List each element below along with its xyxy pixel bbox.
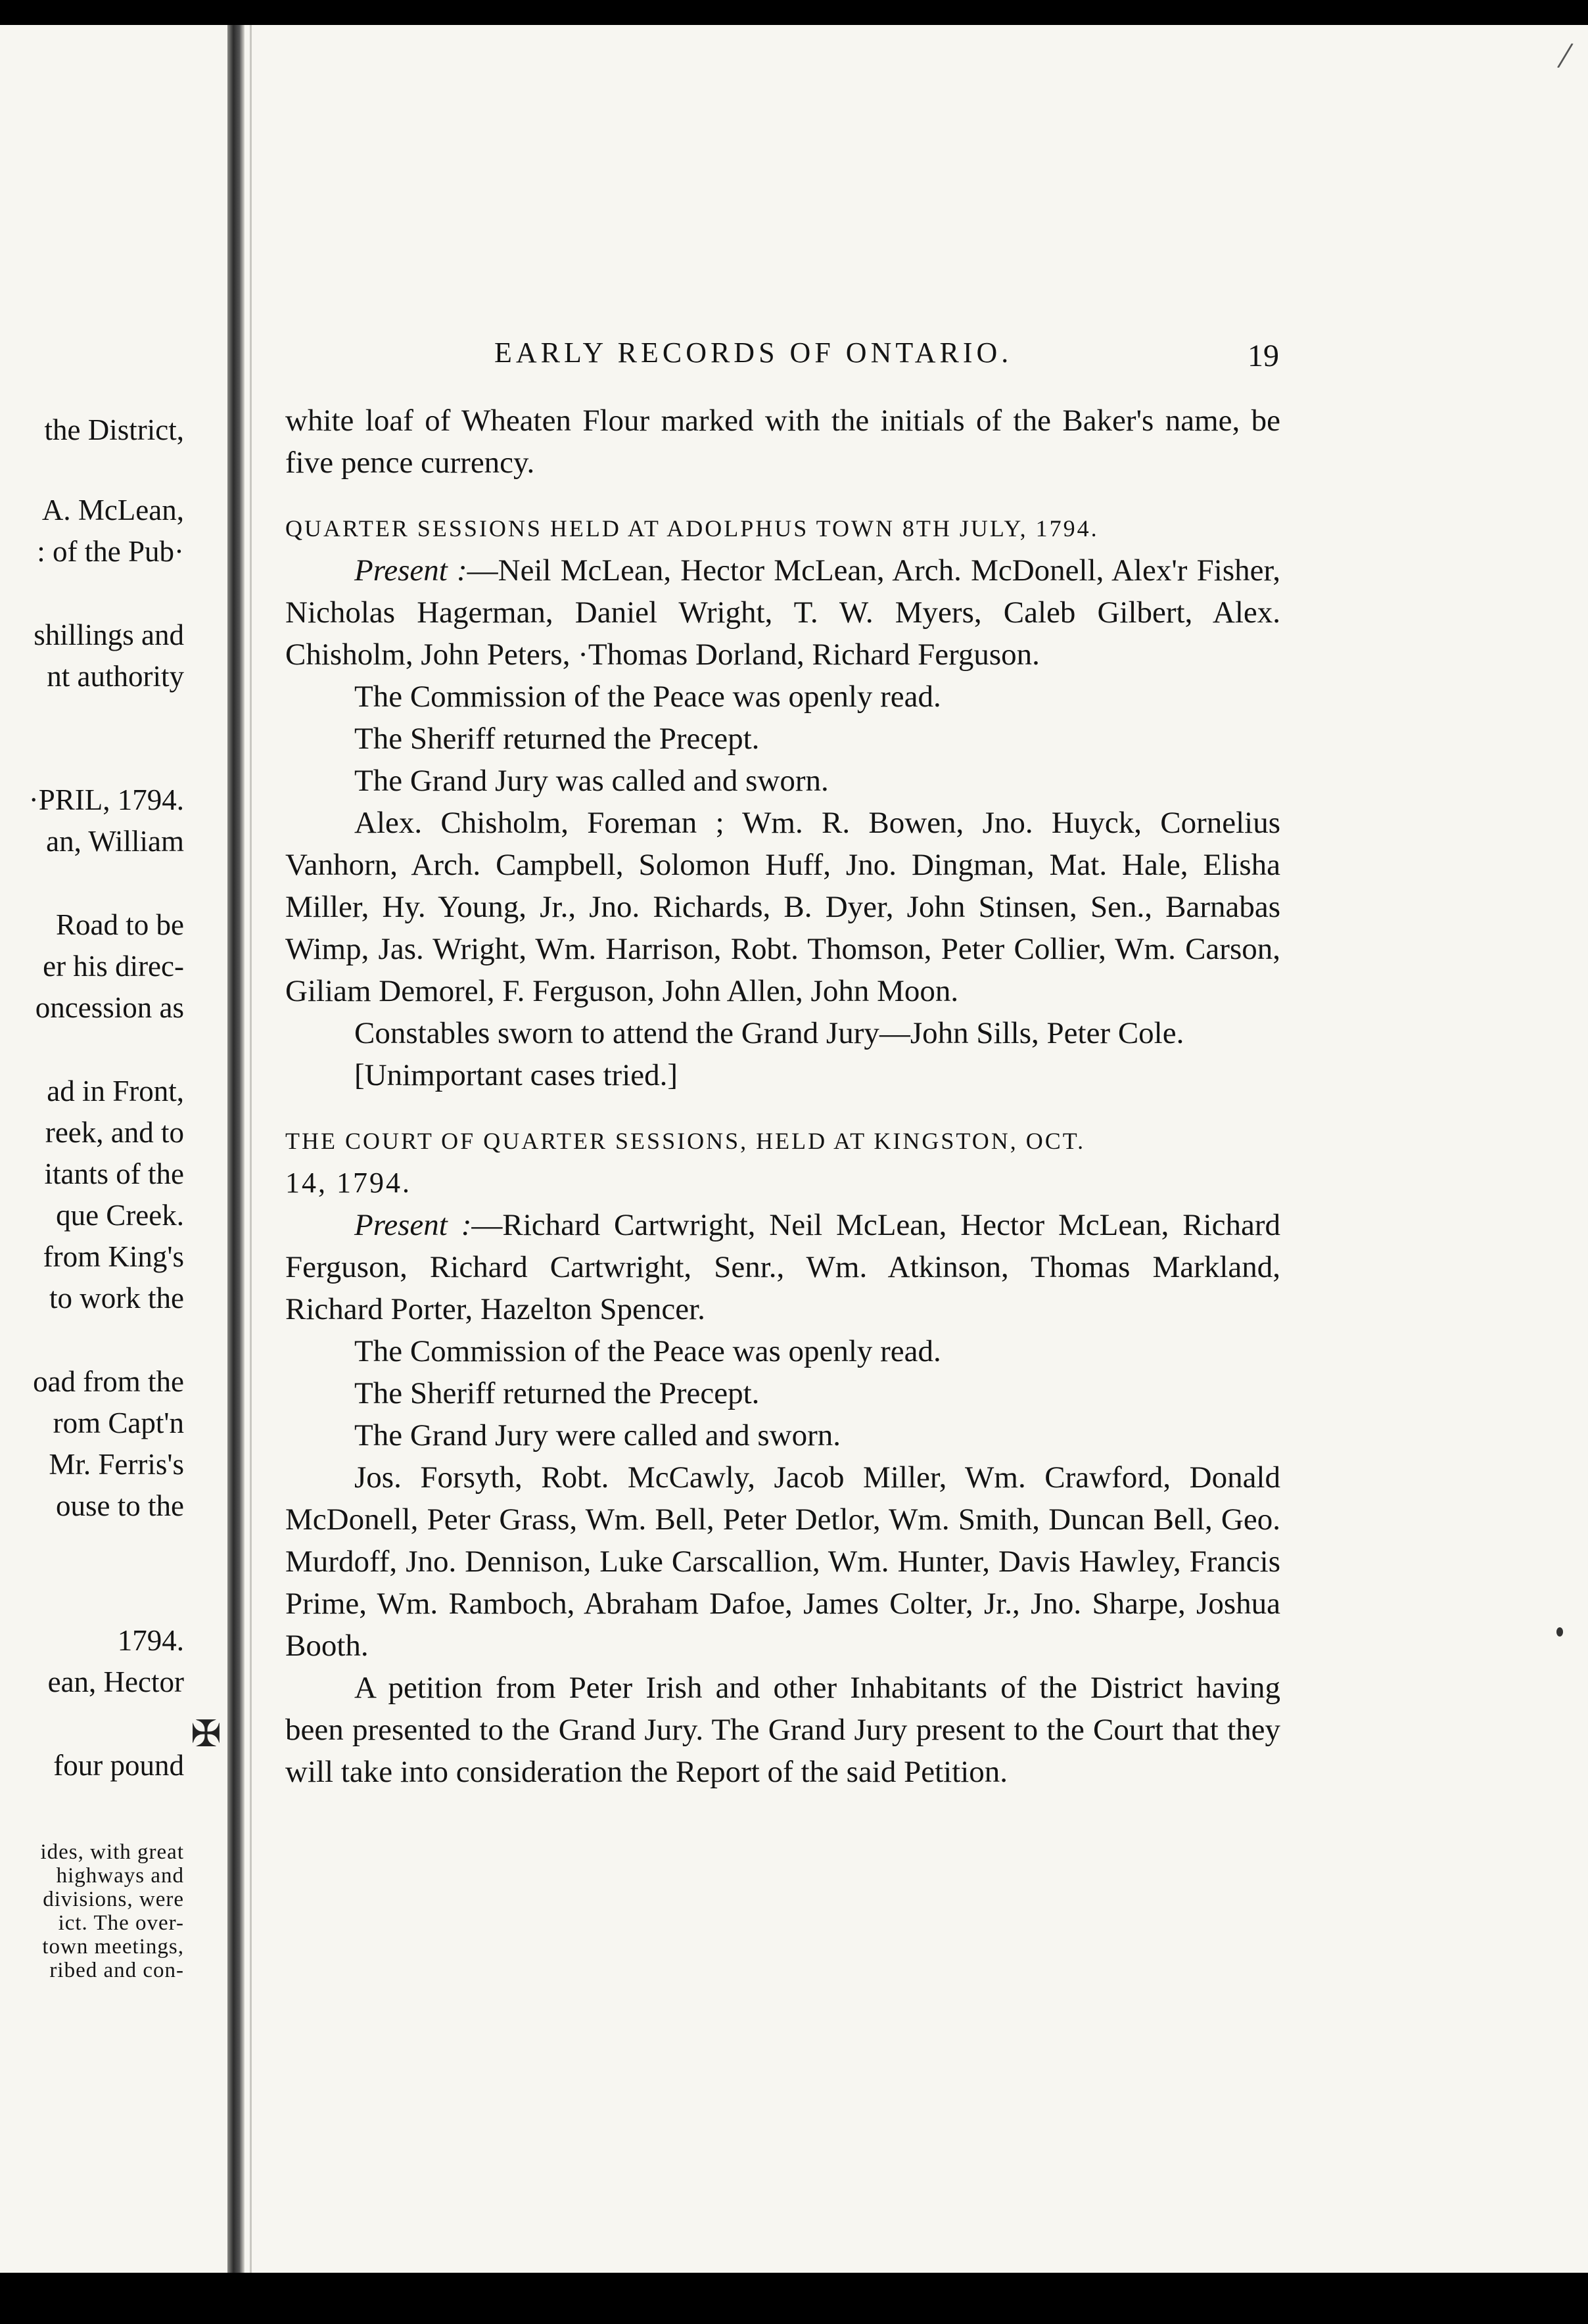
left-line: A. McLean, xyxy=(41,494,184,526)
page-number: 19 xyxy=(1248,338,1279,373)
left-line: to work the xyxy=(49,1282,184,1314)
left-line: four pound xyxy=(53,1749,184,1782)
present-names: —Neil McLean, Hector McLean, Arch. McDonell, Alex'r Fisher, Nicholas Hagerman, Daniel Wright, T. W. Myers, Caleb Gilbert, Alex. Chisholm, John Peters, ·Thomas Dorland, Richard Ferguson. xyxy=(285,553,1280,672)
margin-mark-icon: ✠ xyxy=(191,1714,222,1755)
left-line: oad from the xyxy=(33,1365,184,1398)
left-line: reek, and to xyxy=(45,1116,184,1149)
left-line: ·PRIL, 1794. xyxy=(28,783,184,816)
paragraph: white loaf of Wheaten Flour marked with the initials of the Baker's name, be five pence currency. xyxy=(285,404,1280,480)
page-body xyxy=(285,400,1280,1793)
paragraph: [Unimportant cases tried.] xyxy=(354,1058,678,1092)
left-line: er his direc- xyxy=(43,950,184,983)
corner-mark: / xyxy=(1555,32,1576,78)
present-label: Present : xyxy=(354,1208,472,1242)
left-line: ouse to the xyxy=(56,1489,184,1522)
paragraph: The Grand Jury was called and sworn. xyxy=(354,764,829,798)
left-footnote-line: ides, with great xyxy=(40,1840,184,1864)
paragraph-jury: Jos. Forsyth, Robt. McCawly, Jacob Miller, Wm. Crawford, Donald McDonell, Peter Grass, Wm. Bell, Peter Detlor, Wm. Smith, Duncan Bell, Geo. Murdoff, Jno. Dennison, Luke Carscallion, Wm. Hunter, Davis Hawley, Francis Prime, Wm. Ramboch, Abraham Dafoe, James Colter, Jr., Jno. Sharpe, Joshua Booth. xyxy=(285,1460,1280,1663)
section-heading: THE COURT OF QUARTER SESSIONS, HELD AT KINGSTON, OCT. xyxy=(285,1128,1086,1154)
left-line: que Creek. xyxy=(56,1199,184,1232)
left-page-fragment xyxy=(0,25,223,2273)
paragraph: The Sheriff returned the Precept. xyxy=(354,1376,760,1410)
left-line: Road to be xyxy=(56,908,184,941)
left-line: ad in Front, xyxy=(47,1075,184,1107)
paragraph: The Sheriff returned the Precept. xyxy=(354,722,760,756)
left-footnote-line: divisions, were xyxy=(43,1888,184,1911)
left-line: nt authority xyxy=(47,660,184,693)
left-footnote-line: ict. The over- xyxy=(58,1911,184,1935)
left-line: itants of the xyxy=(44,1157,184,1190)
left-line: oncession as xyxy=(35,991,184,1024)
left-footnote-line: ribed and con- xyxy=(49,1959,184,1982)
left-line: ean, Hector xyxy=(47,1665,184,1698)
paragraph-present xyxy=(285,1204,1280,1330)
present-names: —Richard Cartwright, Neil McLean, Hector McLean, Richard Ferguson, Richard Cartwright, Senr., Wm. Atkinson, Thomas Markland, Richard Porter, Hazelton Spencer. xyxy=(285,1208,1280,1326)
paragraph: The Commission of the Peace was openly read. xyxy=(354,1334,941,1368)
paragraph: A petition from Peter Irish and other Inhabitants of the District having been presented to the Grand Jury. The Grand Jury present to the Court that they will take into consideration the Report of the said Petition. xyxy=(285,1671,1280,1789)
left-line: from King's xyxy=(43,1240,184,1273)
paragraph: The Commission of the Peace was openly read. xyxy=(354,680,941,714)
paragraph-jury: Alex. Chisholm, Foreman ; Wm. R. Bowen, Jno. Huyck, Cornelius Vanhorn, Arch. Campbell, Solomon Huff, Jno. Dingman, Mat. Hale, Elisha Miller, Hy. Young, Jr., Jno. Richards, B. Dyer, John Stinsen, Sen., Barnabas Wimp, Jas. Wright, Wm. Harrison, Robt. Thomson, Peter Collier, Wm. Carson, Giliam Demorel, F. Ferguson, John Allen, John Moon. xyxy=(285,806,1280,1008)
paragraph: The Grand Jury were called and sworn. xyxy=(354,1418,841,1452)
book-gutter xyxy=(227,25,245,2273)
gutter-edge xyxy=(250,25,252,2273)
left-line: rom Capt'n xyxy=(53,1406,184,1439)
present-label: Present : xyxy=(354,553,467,588)
left-footnote-line: town meetings, xyxy=(42,1935,184,1959)
left-line: : of the Pub· xyxy=(37,535,184,568)
section-heading: QUARTER SESSIONS HELD AT ADOLPHUS TOWN 8TH JULY, 1794. xyxy=(285,515,1099,542)
running-head: EARLY RECORDS OF ONTARIO. xyxy=(494,337,1013,369)
left-line: the District, xyxy=(44,413,184,446)
left-line: Mr. Ferris's xyxy=(49,1448,184,1481)
left-line: 1794. xyxy=(117,1624,184,1657)
scan-speck xyxy=(1556,1627,1563,1637)
scanned-page xyxy=(0,25,1588,2273)
left-footnote-line: highways and xyxy=(56,1864,184,1888)
paragraph: Constables sworn to attend the Grand Jury—John Sills, Peter Cole. xyxy=(354,1016,1184,1050)
paragraph-present xyxy=(285,549,1280,676)
left-line: shillings and xyxy=(34,618,184,651)
left-line: an, William xyxy=(46,825,184,858)
section-heading-date: 14, 1794. xyxy=(285,1167,411,1199)
